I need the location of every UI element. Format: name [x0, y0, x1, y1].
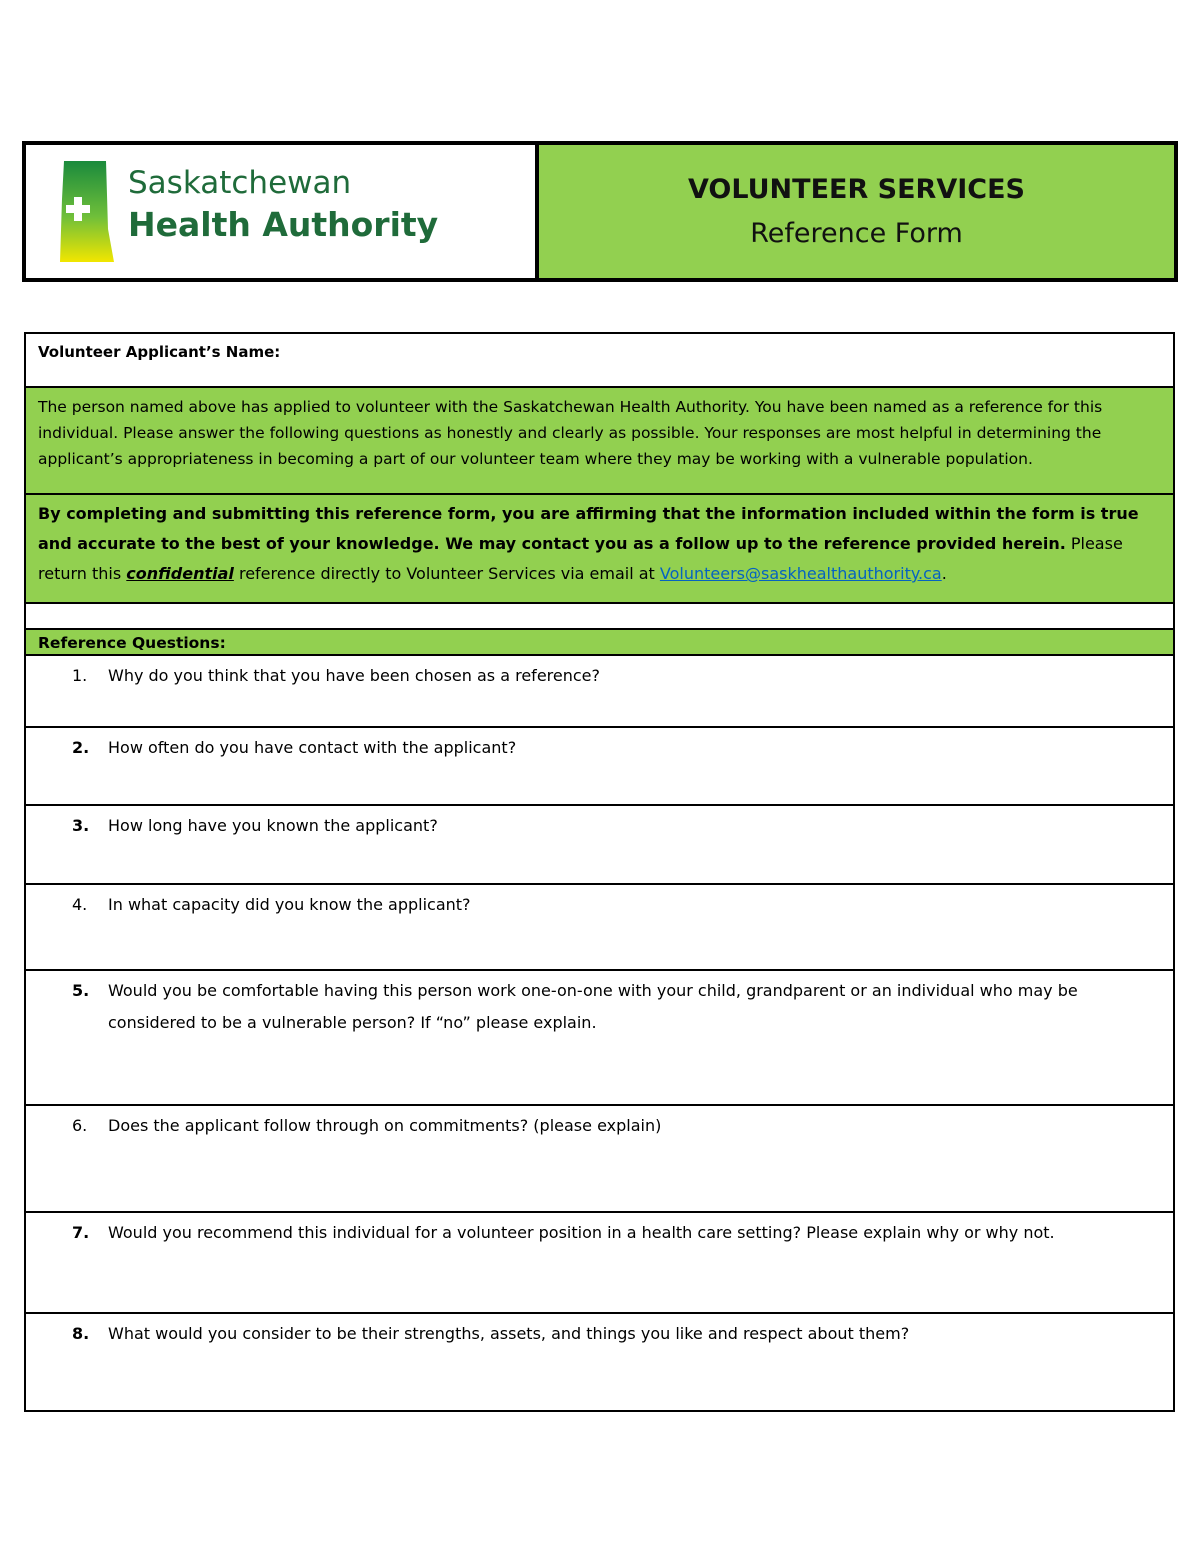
confidential-text: confidential	[126, 564, 234, 583]
saskatchewan-logo-icon	[58, 159, 114, 262]
question-number: 1.	[72, 666, 88, 685]
affirmation-bold-text: By completing and submitting this reference form, you are affirming that the information included within the form is true and accurate to the best of your knowledge. We may contact you as a follow up to the reference provided herein.	[38, 504, 1139, 553]
question-number: 3.	[72, 816, 90, 835]
reference-questions-heading: Reference Questions:	[26, 630, 1173, 656]
logo-panel	[26, 145, 539, 278]
applicant-name-field[interactable]	[26, 334, 1173, 388]
volunteer-email-link[interactable]: Volunteers@saskhealthauthority.ca	[659, 564, 942, 583]
info-paragraph: The person named above has applied to volunteer with the Saskatchewan Health Authority. You have been named as a reference for this individual. Please answer the following questions as honestly and clearly as possible. Your responses are most helpful in determining the applicant’s appropriateness in becoming a part of our volunteer team where they may be working with a vulnerable population.	[26, 388, 1173, 495]
question-number: 5.	[72, 981, 90, 1000]
applicant-name-label: Volunteer Applicant’s Name:	[38, 343, 281, 361]
question-text: How long have you known the applicant?	[108, 816, 438, 835]
page-title: VOLUNTEER SERVICES	[688, 173, 1025, 205]
page-subtitle: Reference Form	[750, 217, 963, 249]
question-number: 8.	[72, 1324, 90, 1343]
question-row[interactable]	[26, 885, 1173, 971]
question-text: Does the applicant follow through on commitments? (please explain)	[108, 1116, 662, 1135]
question-text: Would you recommend this individual for a volunteer position in a health care setting? Please explain why or why not.	[108, 1223, 1055, 1242]
logo-text-line1: Saskatchewan	[128, 165, 352, 201]
question-row[interactable]	[26, 1106, 1173, 1213]
question-text: How often do you have contact with the applicant?	[108, 738, 517, 757]
question-row[interactable]	[26, 656, 1173, 728]
affirmation-end-text: .	[941, 564, 947, 583]
question-text: Would you be comfortable having this person work one-on-one with your child, grandparent or an individual who may be considered to be a vulnerable person? If “no” please explain.	[108, 981, 1078, 1032]
logo-text-line2: Health Authority	[128, 205, 439, 244]
reference-form	[24, 332, 1175, 1412]
question-row[interactable]	[26, 728, 1173, 806]
question-number: 4.	[72, 895, 88, 914]
form-header	[22, 141, 1178, 282]
question-text: What would you consider to be their strengths, assets, and things you like and respect about them?	[108, 1324, 910, 1343]
affirmation-mid-text: reference directly to Volunteer Services via email at	[233, 564, 660, 583]
question-text: Why do you think that you have been chosen as a reference?	[108, 666, 600, 685]
question-number: 2.	[72, 738, 90, 757]
question-text: In what capacity did you know the applicant?	[108, 895, 471, 914]
question-row[interactable]	[26, 1314, 1173, 1410]
question-number: 7.	[72, 1223, 90, 1242]
question-row[interactable]	[26, 806, 1173, 885]
question-row[interactable]	[26, 1213, 1173, 1314]
question-number: 6.	[72, 1116, 88, 1135]
title-panel	[539, 145, 1174, 278]
blank-row	[26, 604, 1173, 630]
question-row[interactable]	[26, 971, 1173, 1106]
affirmation-return-text: Please return this	[38, 534, 1123, 583]
affirmation-paragraph	[26, 495, 1173, 604]
